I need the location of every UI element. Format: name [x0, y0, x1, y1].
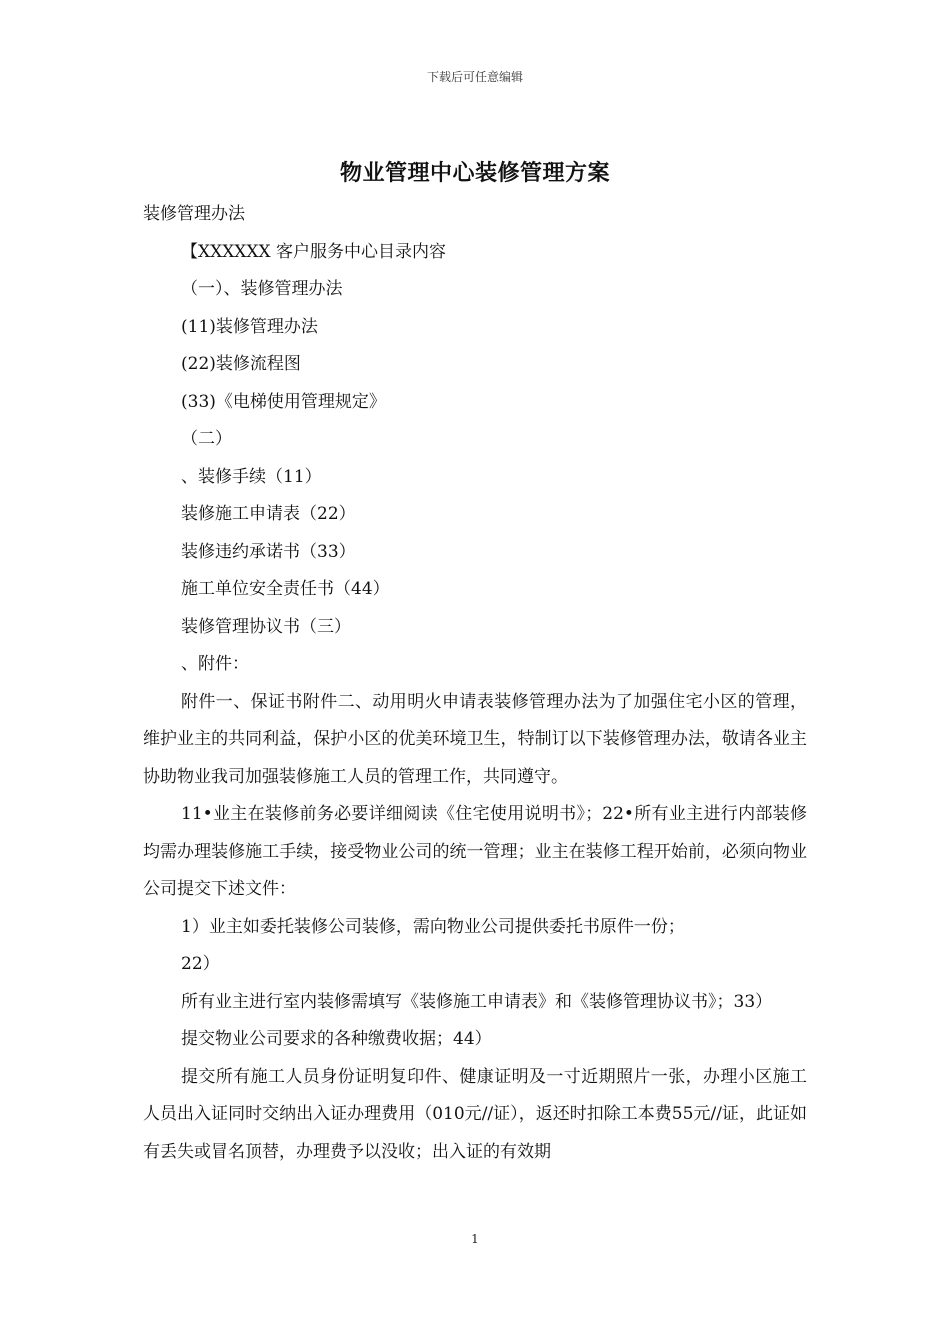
section-heading: 装修管理办法: [143, 204, 245, 224]
toc-item: (33)《电梯使用管理规定》: [181, 391, 386, 412]
body-paragraph: 附件一、保证书附件二、动用明火申请表装修管理办法为了加强住宅小区的管理，维护业主的共同利益，保护小区的优美环境卫生，特制订以下装修管理办法，敬请各业主协助物业我司加强装修施工人员的管理工作，共同遵守。: [143, 691, 807, 787]
page-number: 1: [471, 1232, 479, 1246]
body-paragraph: 1）业主如委托装修公司装修，需向物业公司提供委托书原件一份；: [181, 916, 685, 937]
document-body: [143, 196, 807, 1171]
toc-item: (11)装修管理办法: [181, 316, 318, 337]
toc-item: 装修管理协议书（三）: [181, 616, 351, 637]
header-note: 下载后可任意编辑: [426, 70, 523, 84]
toc-item: (22)装修流程图: [181, 354, 301, 374]
toc-item: 、附件：: [181, 654, 249, 674]
toc-item: （一）、装修管理办法: [181, 279, 343, 299]
toc-item: 装修施工申请表（22）: [181, 504, 356, 524]
toc-item: （二）: [181, 429, 232, 449]
toc-item: 、装修手续（11）: [181, 466, 322, 487]
document-title: 物业管理中心装修管理方案: [339, 161, 610, 186]
toc-heading: 【XXXXXX 客户服务中心目录内容: [181, 241, 447, 262]
body-paragraph: 22）: [181, 954, 220, 974]
body-paragraph: 提交物业公司要求的各种缴费收据；44）: [181, 1029, 492, 1049]
body-paragraph: 所有业主进行室内装修需填写《装修施工申请表》和《装修管理协议书》；33）: [181, 991, 773, 1012]
body-paragraph: 11•业主在装修前务必要详细阅读《住宅使用说明书》；22•所有业主进行内部装修均需办理装修施工手续，接受物业公司的统一管理；业主在装修工程开始前，必须向物业公司提交下述文件：: [143, 804, 807, 899]
toc-item: 装修违约承诺书（33）: [181, 541, 356, 562]
toc-item: 施工单位安全责任书（44）: [181, 579, 390, 599]
body-paragraph: 提交所有施工人员身份证明复印件、健康证明及一寸近期照片一张，办理小区施工人员出入证同时交纳出入证办理费用（010元//证），返还时扣除工本费55元//证，此证如有丢失或冒名顶替，办理费予以没收；出入证的有效期: [143, 1066, 807, 1162]
